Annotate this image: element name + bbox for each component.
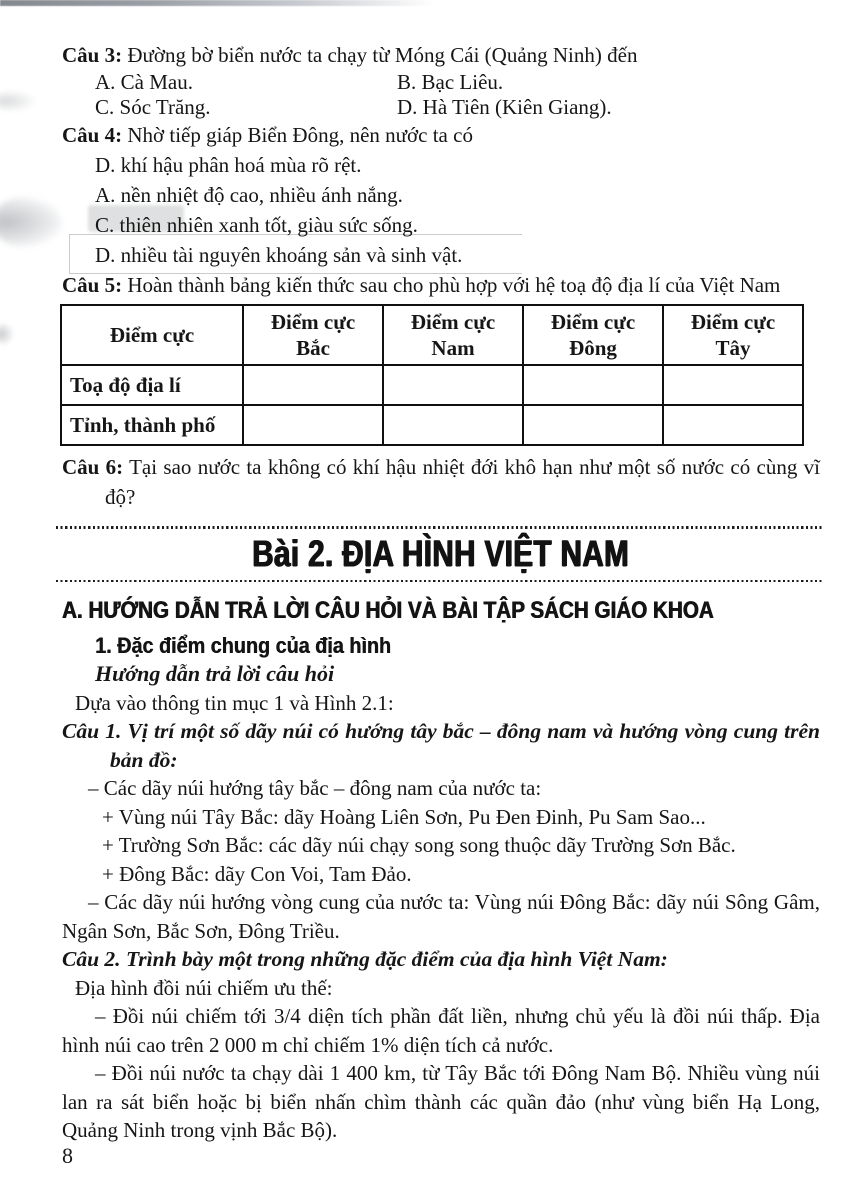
header-text: Điểm cực — [410, 310, 496, 334]
option-text: Bạc Liêu. — [421, 70, 504, 94]
table-header-row — [61, 305, 803, 365]
cau-2-lead: Địa hình đồi núi chiếm ưu thế: — [75, 975, 333, 1000]
option-key: D. — [95, 153, 116, 177]
option-key: C. — [95, 213, 115, 237]
header-text: Nam — [431, 336, 475, 360]
table-row — [61, 365, 803, 405]
cau-2-label: Câu 2. — [62, 947, 121, 972]
header-text: Đông — [569, 336, 617, 360]
option-d2 — [62, 240, 820, 270]
cau-2-title — [62, 945, 820, 974]
question-6-label: Câu 6: — [62, 455, 124, 479]
option-text: nhiều tài nguyên khoáng sản và sinh vật. — [120, 243, 463, 267]
header-text: Bắc — [296, 336, 330, 360]
blank-cell — [383, 405, 523, 445]
header-text: Điểm cực — [109, 323, 195, 347]
question-4 — [62, 120, 820, 150]
scan-smudge-artifact — [0, 196, 62, 248]
section-a-heading-text: A. HƯỚNG DẪN TRẢ LỜI CÂU HỎI VÀ BÀI TẬP SÁCH GIÁO KHOA — [62, 597, 714, 625]
table-header-diem-cuc — [61, 305, 243, 365]
table-header-dong — [523, 305, 663, 365]
option-key: D. — [397, 95, 418, 119]
blank-cell — [523, 405, 663, 445]
cau-1-dash-1: – Các dãy núi hướng tây bắc – đông nam của nước ta: — [88, 776, 542, 801]
option-a — [62, 180, 820, 210]
question-4-text: Nhờ tiếp giáp Biển Đông, nên nước ta có — [127, 123, 473, 147]
lesson-body — [62, 597, 820, 1145]
cau-2-para-2: – Đồi núi nước ta chạy dài 1 400 km, từ Tây Bắc tới Đông Nam Bộ. Nhiều vùng núi lan ra sát biển hoặc bị biển nhấn chìm thành các quần đảo (như vùng biển Hạ Long, Quảng Ninh trong vịnh Bắc Bộ). — [62, 1061, 820, 1143]
option-key: A. — [95, 70, 116, 94]
option-c — [62, 210, 820, 240]
question-3-options-row-2 — [62, 95, 820, 120]
intro-line: Dựa vào thông tin mục 1 và Hình 2.1: — [75, 690, 394, 715]
header-text: Tây — [715, 336, 751, 360]
question-5 — [62, 270, 820, 300]
option-text: Cà Mau. — [120, 70, 193, 94]
blank-cell — [383, 365, 523, 405]
table-row — [61, 405, 803, 445]
question-4-label: Câu 4: — [62, 123, 123, 147]
coordinates-table — [60, 304, 804, 446]
cau-2-title-text: Trình bày một trong những đặc điểm của địa hình Việt Nam: — [125, 947, 668, 972]
cau-1-plus-1: + Vùng núi Tây Bắc: dãy Hoàng Liên Sơn, Pu Đen Đinh, Pu Sam Sao... — [102, 804, 706, 829]
option-key: A. — [95, 183, 116, 207]
cau-1-plus-3: + Đông Bắc: dãy Con Voi, Tam Đảo. — [102, 861, 412, 886]
scanner-edge-artifact — [0, 0, 435, 6]
cau-1-plus-2: + Trường Sơn Bắc: các dãy núi chạy song song thuộc dãy Trường Sơn Bắc. — [102, 833, 736, 858]
question-3-label: Câu 3: — [62, 43, 123, 67]
option-text: Sóc Trăng. — [119, 95, 211, 119]
lesson-title-text: Bài 2. ĐỊA HÌNH VIỆT NAM — [252, 532, 630, 574]
row-label-toa-do: Toạ độ địa lí — [61, 365, 243, 405]
question-5-label: Câu 5: — [62, 273, 123, 297]
lesson-title — [62, 529, 820, 580]
header-text: Điểm cực — [690, 310, 776, 334]
option-key: B. — [397, 70, 417, 94]
option-a — [62, 70, 397, 95]
cau-2-para-1: – Đồi núi chiếm tới 3/4 diện tích phần đất liền, nhưng chủ yếu là đồi núi thấp. Địa hình núi cao trên 2 000 m chỉ chiếm 1% diện tích cả nước. — [62, 1004, 820, 1057]
scan-smudge-artifact — [0, 90, 36, 112]
page-number: 8 — [62, 1143, 73, 1168]
option-key: D. — [95, 243, 116, 267]
header-text: Điểm cực — [550, 310, 636, 334]
question-6-text: Tại sao nước ta không có khí hậu nhiệt đới khô hạn như một số nước có cùng vĩ độ? — [105, 455, 821, 509]
header-text: Điểm cực — [270, 310, 356, 334]
blank-cell — [243, 365, 383, 405]
cau-1-title — [62, 717, 820, 774]
question-3 — [62, 40, 820, 70]
subsection-1-heading — [62, 632, 820, 660]
page-content — [62, 40, 820, 1145]
option-text: khí hậu phân hoá mùa rõ rệt. — [120, 153, 362, 177]
scan-mark-artifact — [0, 322, 14, 346]
section-a-heading — [62, 597, 820, 625]
blank-cell — [663, 405, 803, 445]
cau-1-label: Câu 1. — [62, 719, 122, 744]
row-label-tinh: Tỉnh, thành phố — [61, 405, 243, 445]
option-b — [397, 70, 820, 95]
option-d — [397, 95, 820, 120]
table-header-tay — [663, 305, 803, 365]
subsection-1-heading-text: 1. Đặc điểm chung của địa hình — [95, 633, 391, 659]
option-d1 — [62, 150, 820, 180]
question-5-text: Hoàn thành bảng kiến thức sau cho phù hợp với hệ toạ độ địa lí của Việt Nam — [127, 273, 781, 297]
option-text: nền nhiệt độ cao, nhiều ánh nắng. — [120, 183, 403, 207]
table-header-nam — [383, 305, 523, 365]
cau-1-title-text: Vị trí một số dãy núi có hướng tây bắc – đông nam và hướng vòng cung trên bản đồ: — [110, 719, 820, 772]
option-text: thiên nhiên xanh tốt, giàu sức sống. — [119, 213, 418, 237]
question-6 — [62, 452, 820, 512]
table-header-bac — [243, 305, 383, 365]
dotted-rule — [56, 580, 822, 583]
option-text: Hà Tiên (Kiên Giang). — [422, 95, 612, 119]
blank-cell — [663, 365, 803, 405]
blank-cell — [243, 405, 383, 445]
question-3-text: Đường bờ biển nước ta chạy từ Móng Cái (Quảng Ninh) đến — [127, 43, 638, 67]
guide-heading: Hướng dẫn trả lời câu hỏi — [95, 661, 335, 687]
cau-1-dash-2: – Các dãy núi hướng vòng cung của nước ta: Vùng núi Đông Bắc: dãy núi Sông Gâm, Ngân Sơn, Bắc Sơn, Đông Triều. — [62, 890, 820, 943]
option-c — [62, 95, 397, 120]
option-key: C. — [95, 95, 115, 119]
question-3-options-row-1 — [62, 70, 820, 95]
blank-cell — [523, 365, 663, 405]
